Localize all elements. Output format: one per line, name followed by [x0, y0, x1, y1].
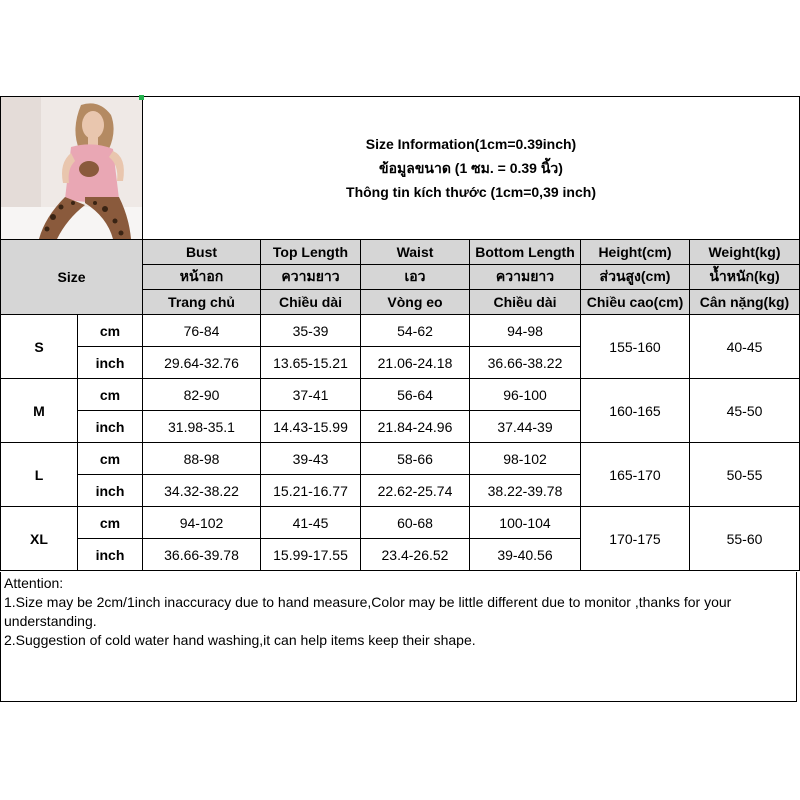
cell-xl-height: 170-175: [581, 507, 690, 571]
cell-m-top-length-inch: 14.43-15.99: [261, 411, 361, 443]
unit-cm: cm: [78, 507, 143, 539]
unit-inch: inch: [78, 475, 143, 507]
cell-l-top-length-inch: 15.21-16.77: [261, 475, 361, 507]
cell-l-height: 165-170: [581, 443, 690, 507]
col-top-length-th: ความยาว: [261, 265, 361, 290]
cell-s-bottom-length-cm: 94-98: [470, 315, 581, 347]
cell-l-waist-cm: 58-66: [361, 443, 470, 475]
unit-inch: inch: [78, 539, 143, 571]
cell-l-waist-inch: 22.62-25.74: [361, 475, 470, 507]
col-bust-vi: Trang chủ: [143, 290, 261, 315]
unit-cm: cm: [78, 379, 143, 411]
cell-m-waist-cm: 56-64: [361, 379, 470, 411]
unit-cm: cm: [78, 315, 143, 347]
unit-inch: inch: [78, 411, 143, 443]
green-marker: [139, 95, 144, 100]
attention-notes: [0, 572, 797, 702]
cell-l-bottom-length-inch: 38.22-39.78: [470, 475, 581, 507]
cell-m-bottom-length-cm: 96-100: [470, 379, 581, 411]
product-photo: [1, 97, 143, 240]
cell-s-waist-cm: 54-62: [361, 315, 470, 347]
cell-xl-bottom-length-inch: 39-40.56: [470, 539, 581, 571]
cell-m-bottom-length-inch: 37.44-39: [470, 411, 581, 443]
cell-s-top-length-inch: 13.65-15.21: [261, 347, 361, 379]
cell-m-top-length-cm: 37-41: [261, 379, 361, 411]
size-information-title: [143, 97, 800, 240]
cell-xl-top-length-cm: 41-45: [261, 507, 361, 539]
col-height-vi: Chiều cao(cm): [581, 290, 690, 315]
col-height-th: ส่วนสูง(cm): [581, 265, 690, 290]
cell-s-bust-inch: 29.64-32.76: [143, 347, 261, 379]
cell-xl-waist-cm: 60-68: [361, 507, 470, 539]
cell-m-height: 160-165: [581, 379, 690, 443]
cell-l-bust-cm: 88-98: [143, 443, 261, 475]
col-waist-vi: Vòng eo: [361, 290, 470, 315]
cell-s-weight: 40-45: [690, 315, 800, 379]
col-weight-en: Weight(kg): [690, 240, 800, 265]
size-l: L: [1, 443, 78, 507]
col-waist-en: Waist: [361, 240, 470, 265]
cell-xl-bottom-length-cm: 100-104: [470, 507, 581, 539]
col-bottom-length-en: Bottom Length: [470, 240, 581, 265]
col-top-length-en: Top Length: [261, 240, 361, 265]
title-thai: ข้อมูลขนาด (1 ซม. = 0.39 นิ้ว): [379, 160, 563, 176]
col-weight-vi: Cân nặng(kg): [690, 290, 800, 315]
cell-l-bottom-length-cm: 98-102: [470, 443, 581, 475]
col-bust-en: Bust: [143, 240, 261, 265]
cell-s-height: 155-160: [581, 315, 690, 379]
col-bottom-length-th: ความยาว: [470, 265, 581, 290]
model-photo-image: [1, 97, 143, 240]
cell-s-bust-cm: 76-84: [143, 315, 261, 347]
unit-cm: cm: [78, 443, 143, 475]
title-vietnamese: Thông tin kích thước (1cm=0,39 inch): [346, 184, 596, 200]
cell-l-top-length-cm: 39-43: [261, 443, 361, 475]
cell-s-waist-inch: 21.06-24.18: [361, 347, 470, 379]
size-s: S: [1, 315, 78, 379]
size-m: M: [1, 379, 78, 443]
title-english: Size Information(1cm=0.39inch): [365, 136, 577, 152]
col-waist-th: เอว: [361, 265, 470, 290]
attention-note-1: 1.Size may be 2cm/1inch inaccuracy due to hand measure,Color may be little different due to monitor ,thanks for your understanding.: [4, 594, 732, 629]
cell-s-bottom-length-inch: 36.66-38.22: [470, 347, 581, 379]
cell-xl-weight: 55-60: [690, 507, 800, 571]
unit-inch: inch: [78, 347, 143, 379]
attention-heading: Attention:: [4, 575, 64, 591]
size-heading: Size: [1, 240, 143, 315]
cell-m-bust-inch: 31.98-35.1: [143, 411, 261, 443]
col-bust-th: หน้าอก: [143, 265, 261, 290]
cell-xl-waist-inch: 23.4-26.52: [361, 539, 470, 571]
col-top-length-vi: Chiều dài: [261, 290, 361, 315]
attention-note-2: 2.Suggestion of cold water hand washing,it can help items keep their shape.: [4, 632, 476, 648]
size-table: [0, 96, 800, 571]
cell-s-top-length-cm: 35-39: [261, 315, 361, 347]
cell-xl-bust-inch: 36.66-39.78: [143, 539, 261, 571]
cell-m-bust-cm: 82-90: [143, 379, 261, 411]
cell-xl-bust-cm: 94-102: [143, 507, 261, 539]
col-weight-th: น้ำหนัก(kg): [690, 265, 800, 290]
size-xl: XL: [1, 507, 78, 571]
cell-m-weight: 45-50: [690, 379, 800, 443]
cell-l-bust-inch: 34.32-38.22: [143, 475, 261, 507]
size-chart: [0, 96, 799, 703]
cell-l-weight: 50-55: [690, 443, 800, 507]
col-bottom-length-vi: Chiều dài: [470, 290, 581, 315]
cell-xl-top-length-inch: 15.99-17.55: [261, 539, 361, 571]
col-height-en: Height(cm): [581, 240, 690, 265]
cell-m-waist-inch: 21.84-24.96: [361, 411, 470, 443]
